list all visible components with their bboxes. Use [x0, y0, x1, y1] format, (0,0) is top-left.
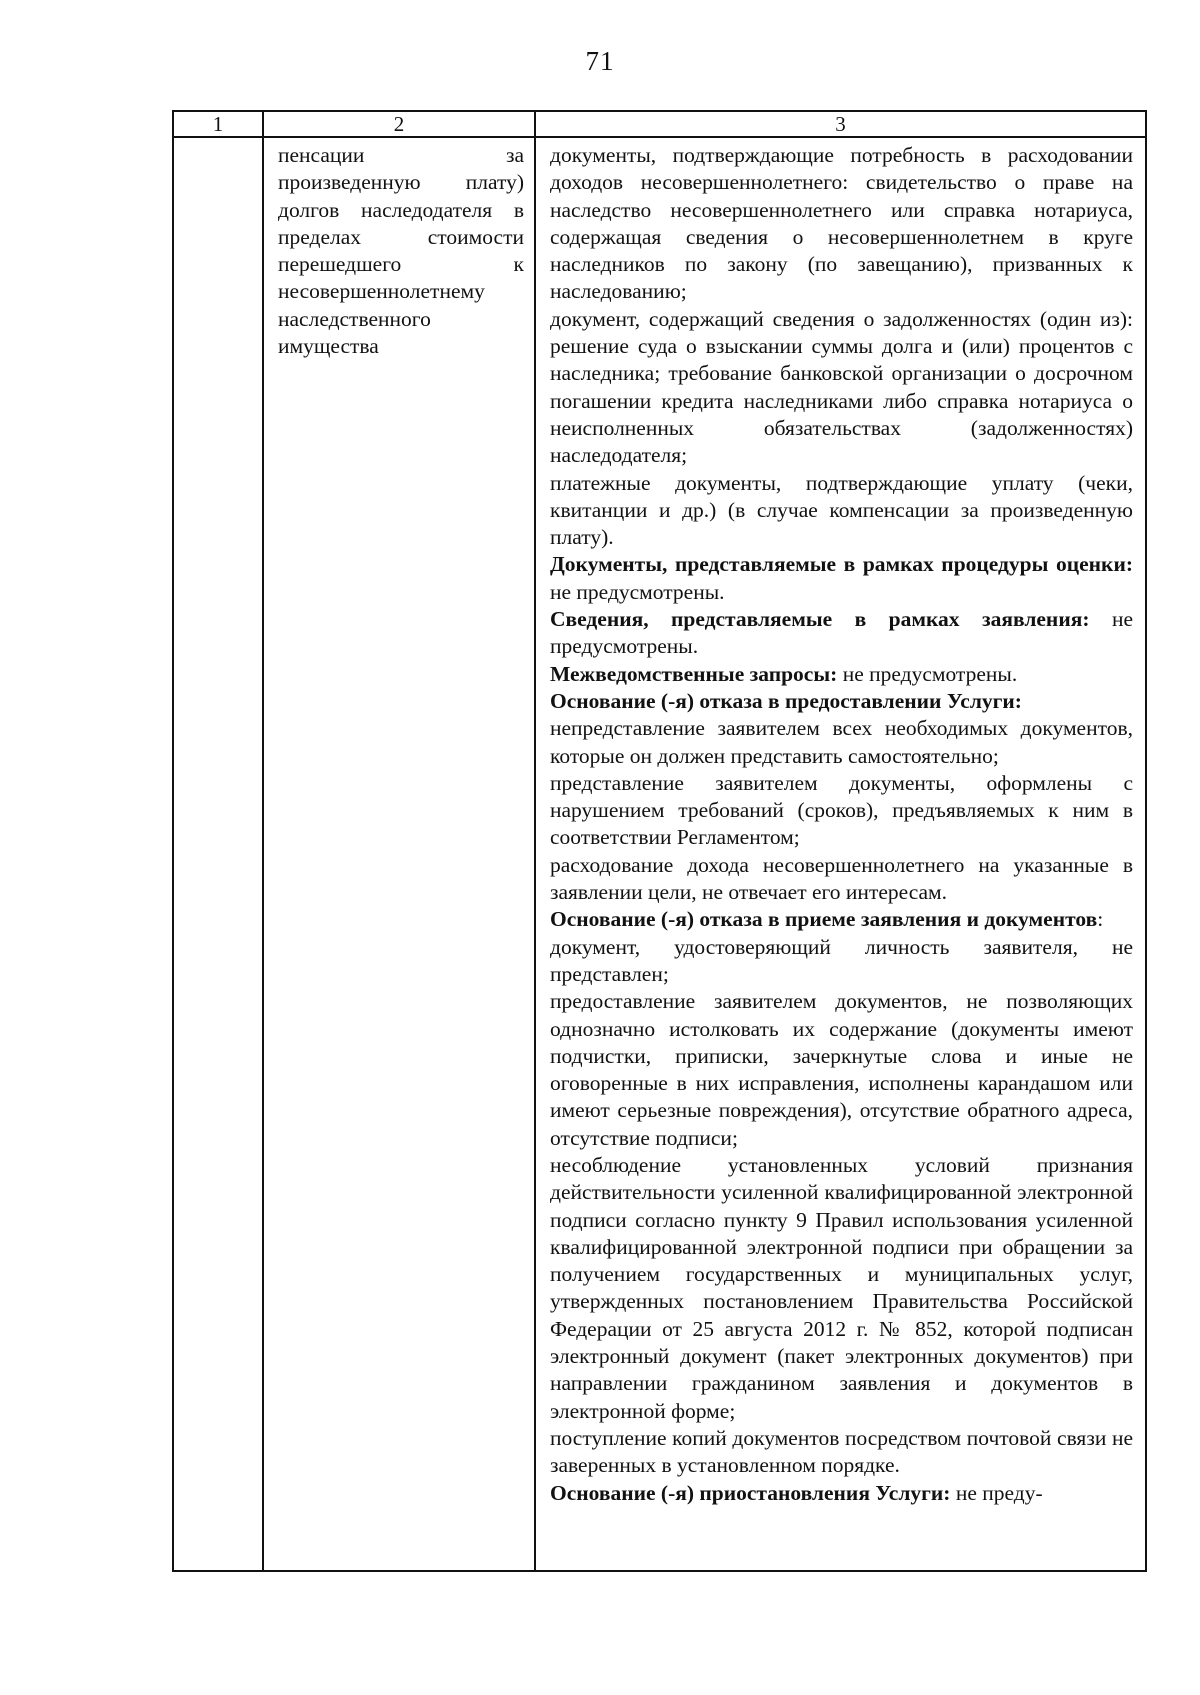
paragraph: [550, 306, 1133, 470]
paragraph-text: несоблюдение установленных условий признания действительности усиленной квалифицированной электронной подписи согласно пункту 9 Правил использования усиленной квалифицированной электронной подписи при обращении за получением государственных и муниципальных услуг, утвержденных постановлением Правительства Российской Федерации от 25 августа 2012 г. № 852, которой подписан электронный документ (пакет электронных документов) при направлении гражданином заявления и документов в электронной форме;: [550, 1152, 1133, 1423]
paragraph: [550, 688, 1133, 715]
paragraph-text: не предусмотрены.: [550, 579, 725, 604]
paragraph-text: документ, удостоверяющий личность заявителя, не представлен;: [550, 934, 1133, 986]
table-row: [173, 137, 1146, 1571]
paragraph: [550, 142, 1133, 306]
paragraph-heading: Документы, представляемые в рамках процедуры оценки:: [550, 552, 1133, 577]
paragraph-text: расходование дохода несовершеннолетнего на указанные в заявлении цели, не отвечает его интересам.: [550, 852, 1133, 905]
paragraph: [550, 934, 1133, 989]
column-3-cell: [535, 137, 1146, 1571]
column-header-1: 1: [173, 111, 263, 137]
paragraph-text: не преду-: [950, 1480, 1043, 1505]
paragraph: [550, 1425, 1133, 1480]
paragraph-text: не предусмотрены.: [837, 661, 1018, 686]
column-2-cell: [263, 137, 535, 1571]
paragraph-heading: Основание (-я) отказа в приеме заявления и документов: [550, 907, 1098, 932]
paragraph-text: платежные документы, подтверждающие уплату (чеки, квитанции и др.) (в случае компенсации за произведенную плату).: [550, 470, 1133, 550]
document-table: [172, 110, 1147, 1572]
paragraph: [550, 661, 1133, 688]
paragraph: [550, 906, 1133, 933]
paragraph: [550, 1480, 1133, 1507]
paragraph-heading: Межведомственные запросы:: [550, 661, 838, 686]
page-number: 71: [585, 46, 615, 76]
paragraph-text: поступление копий документов посредством почтовой связи не заверенных в установленном порядке.: [550, 1425, 1133, 1478]
paragraph: [550, 551, 1133, 606]
paragraph-text: документы, подтверждающие потребность в расходовании доходов несовершеннолетнего: свидетельство о праве на наследство несовершеннолетнего или справка нотариуса, содержащая сведения о несовершеннолетнем в круге наследников по закону (по завещанию), призванных к наследованию;: [550, 143, 1133, 304]
service-description-text: пенсации за произведенную плату) долгов наследодателя в пределах стоимости перешедшего к несовершеннолетнему наследственного имущества: [278, 143, 524, 359]
table-header-row: [173, 111, 1146, 137]
paragraph-text: представление заявителем документы, оформлены с нарушением требований (сроков), предъявляемых к ним в соответствии Регламентом;: [550, 770, 1133, 850]
column-1-cell: [173, 137, 263, 1571]
paragraph: [550, 988, 1133, 1152]
paragraph-text: документ, содержащий сведения о задолженностях (один из): решение суда о взыскании суммы долга и (или) процентов с наследника; требование банковской организации о досрочном погашении кредита наследниками либо справка нотариуса о неисполненных обязательствах (задолженностях) наследодателя;: [550, 306, 1133, 468]
column-header-3: 3: [535, 111, 1146, 137]
paragraph-text: :: [1097, 907, 1104, 932]
paragraph-text: непредставление заявителем всех необходимых документов, которые он должен представить самостоятельно;: [550, 716, 1133, 768]
column-header-2: 2: [263, 111, 535, 137]
paragraph: [550, 715, 1133, 770]
paragraph-text: предоставление заявителем документов, не позволяющих однозначно истолковать их содержание (документы имеют подчистки, приписки, зачеркнутые слова и иные не оговоренные в них исправления, исполнены карандашом или имеют серьезные повреждения), отсутствие обратного адреса, отсутствие подписи;: [550, 989, 1133, 1150]
paragraph: [550, 606, 1133, 661]
paragraph-heading: Сведения, представляемые в рамках заявления:: [550, 607, 1090, 632]
paragraph: [550, 470, 1133, 552]
paragraph: [550, 770, 1133, 852]
paragraph-heading: Основание (-я) приостановления Услуги:: [550, 1480, 951, 1505]
paragraph-heading: Основание (-я) отказа в предоставлении Услуги:: [550, 688, 1022, 713]
requirements-text: [550, 142, 1133, 1507]
paragraph-text: не предусмотрены.: [550, 607, 1133, 659]
paragraph: [550, 852, 1133, 907]
paragraph: [550, 1152, 1133, 1425]
